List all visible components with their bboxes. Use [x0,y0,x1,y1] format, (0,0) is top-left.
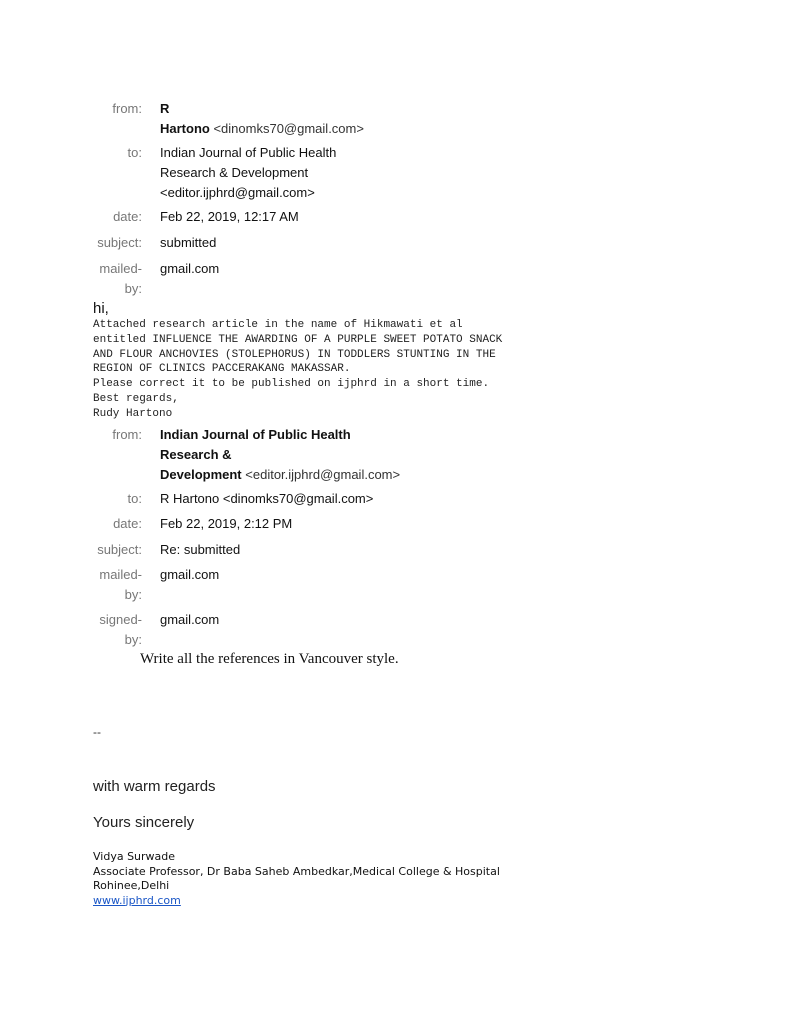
subject-label: subject: [97,542,142,557]
mailed-by-label [0,565,142,605]
sender-name [160,425,420,485]
sender-name [160,99,420,139]
mailed-by-label [0,259,142,299]
subject-value: submitted [160,235,217,250]
body-line: entitled INFLUENCE THE AWARDING OF A PURPLE SWEET POTATO SNACK [93,333,503,346]
sender-name-line1: R [160,101,170,116]
recipient-email: <editor.ijphrd@gmail.com> [160,185,315,200]
mailed-by-label-1: mailed- [99,567,142,582]
signature-block [93,850,500,908]
mailed-by-label-2: by: [124,281,142,296]
recipient: R Hartono <dinomks70@gmail.com> [160,491,374,506]
sender-line1: Indian Journal of Public Health [160,427,351,442]
signature-location: Rohinee,Delhi [93,879,170,892]
body-line: Please correct it to be published on ijphrd in a short time. [93,378,490,391]
body-line: Best regards, [93,392,179,405]
from-label: from: [112,101,142,116]
subject-label: subject: [97,235,142,250]
mailed-by-label-1: mailed- [99,261,142,276]
mailed-by-label-2: by: [124,587,142,602]
recipient-line1: Indian Journal of Public Health [160,145,337,160]
recipient-line2: Research & Development [160,165,309,180]
sender-email: <dinomks70@gmail.com> [213,121,364,136]
body-line: Attached research article in the name of Hikmawati et al [93,319,463,331]
to-label: to: [127,491,142,506]
sender-line2: Research & [160,447,232,462]
sender-name-line2: Hartono [160,121,210,136]
body-line: AND FLOUR ANCHOVIES (STOLEPHORUS) IN TODDLERS STUNTING IN THE [93,348,496,361]
signature-title: Associate Professor, Dr Baba Saheb Ambedkar,Medical College & Hospital [93,864,500,878]
body-line: Rudy Hartono [93,407,173,420]
date-label: date: [113,209,142,224]
signature-separator: -- [93,725,101,739]
signed-by-label-2: by: [124,632,142,647]
to-label: to: [127,145,142,160]
email2-body: Write all the references in Vancouver style. [140,651,399,667]
recipient [160,143,420,203]
signed-by-label-1: signed- [99,612,142,627]
mailed-by-value: gmail.com [160,567,220,582]
date-value: Feb 22, 2019, 12:17 AM [160,209,299,224]
yours-sincerely: Yours sincerely [93,814,195,831]
sender-line3: Development [160,467,242,482]
from-label: from: [112,427,142,442]
signature-name: Vidya Surwade [93,850,176,863]
greeting: hi, [93,300,109,317]
warm-regards: with warm regards [93,778,216,795]
website-link[interactable]: www.ijphrd.com [93,893,181,907]
signed-by-label [0,610,142,650]
sender-email: <editor.ijphrd@gmail.com> [245,467,401,482]
signed-by-value: gmail.com [160,612,220,627]
date-value: Feb 22, 2019, 2:12 PM [160,516,293,531]
subject-value: Re: submitted [160,542,241,557]
body-line: REGION OF CLINICS PACCERAKANG MAKASSAR. [93,363,351,376]
email1-body [93,318,502,422]
date-label: date: [113,516,142,531]
mailed-by-value: gmail.com [160,261,220,276]
